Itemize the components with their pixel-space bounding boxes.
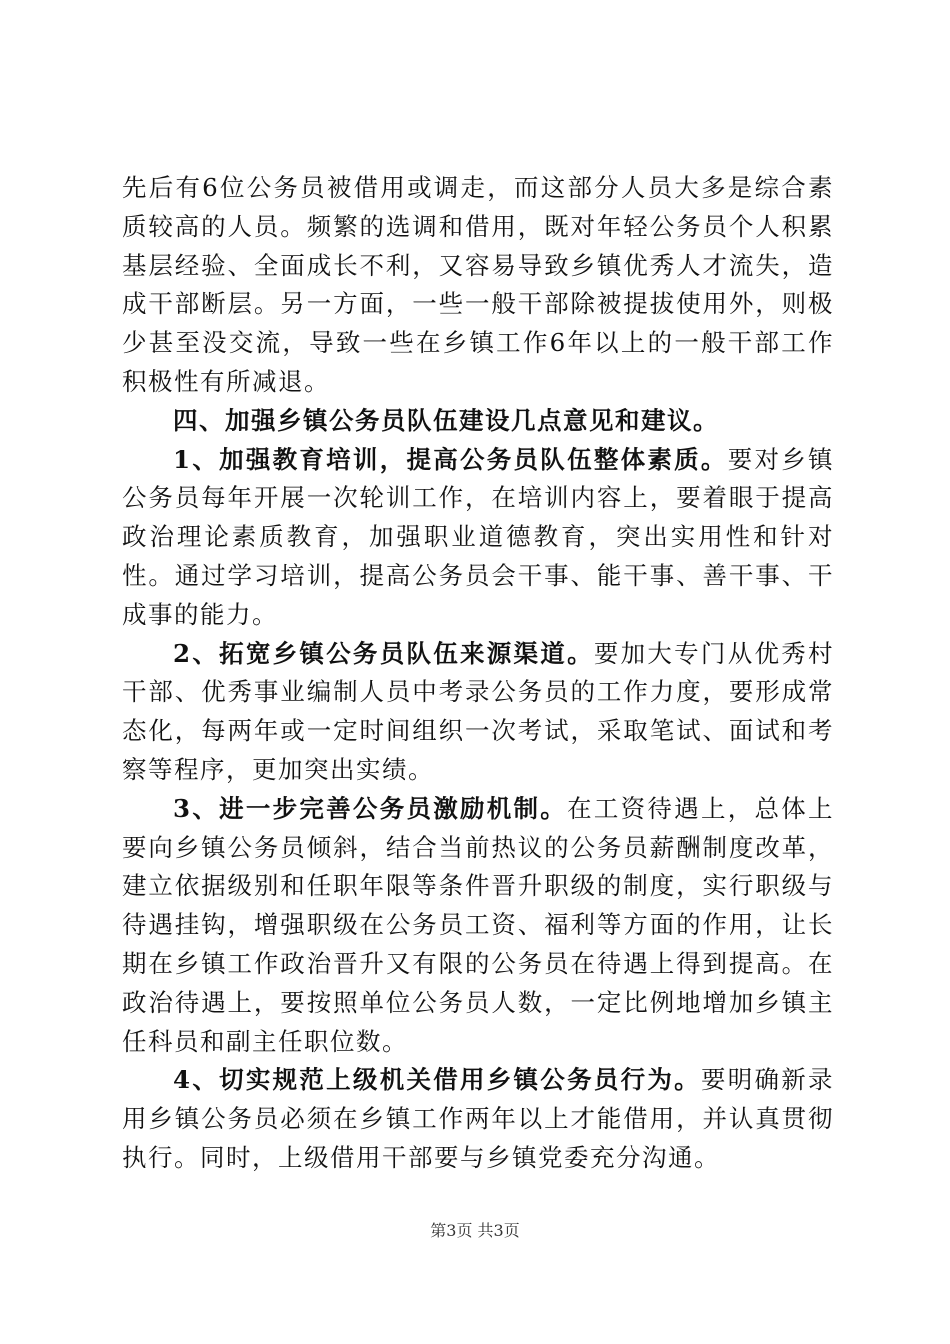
paragraph-lead: 3、进一步完善公务员激励机制。 — [173, 793, 568, 823]
paragraph-item-3 — [122, 790, 834, 1062]
paragraph-continuation — [122, 169, 834, 402]
paragraph-item-1 — [122, 441, 834, 635]
paragraph-lead: 2、拓宽乡镇公务员队伍来源渠道。 — [173, 638, 594, 668]
section-heading — [122, 402, 834, 441]
paragraph-item-4 — [122, 1061, 834, 1177]
section-heading-text: 四、加强乡镇公务员队伍建设几点意见和建议。 — [173, 405, 719, 435]
document-body — [122, 169, 834, 1178]
paragraph-lead: 1、加强教育培训，提高公务员队伍整体素质。 — [173, 444, 728, 474]
paragraph-lead: 4、切实规范上级机关借用乡镇公务员行为。 — [173, 1065, 701, 1095]
page-footer: 第3页 共3页 — [430, 1221, 520, 1240]
paragraph-item-2 — [122, 635, 834, 790]
paragraph-text: 在工资待遇上，总体上要向乡镇公务员倾斜，结合当前热议的公务员薪酬制度改革，建立依据级别和任职年限等条件晋升职级的制度，实行职级与待遇挂钩，增强职级在公务员工资、福利等方面的作用，让长期在乡镇工作政治晋升又有限的公务员在待遇上得到提高。在政治待遇上，要按照单位公务员人数，一定比例地增加乡镇主任科员和副主任职位数。 — [122, 793, 835, 1056]
paragraph-text: 要明确新录用乡镇公务员必须在乡镇工作两年以上才能借用，并认真贯彻执行。同时，上级借用干部要与乡镇党委充分沟通。 — [122, 1065, 835, 1172]
paragraph-text: 要加大专门从优秀村干部、优秀事业编制人员中考录公务员的工作力度，要形成常态化，每两年或一定时间组织一次考试，采取笔试、面试和考察等程序，更加突出实绩。 — [122, 638, 835, 784]
paragraph-text: 要对乡镇公务员每年开展一次轮训工作，在培训内容上，要着眼于提高政治理论素质教育，加强职业道德教育，突出实用性和针对性。通过学习培训，提高公务员会干事、能干事、善干事、干成事的能力。 — [122, 444, 835, 629]
paragraph-text: 先后有6位公务员被借用或调走，而这部分人员大多是综合素质较高的人员。频繁的选调和借用，既对年轻公务员个人积累基层经验、全面成长不利，又容易导致乡镇优秀人才流失，造成干部断层。另一方面，一些一般干部除被提拔使用外，则极少甚至没交流，导致一些在乡镇工作6年以上的一般干部工作积极性有所减退。 — [122, 173, 834, 396]
